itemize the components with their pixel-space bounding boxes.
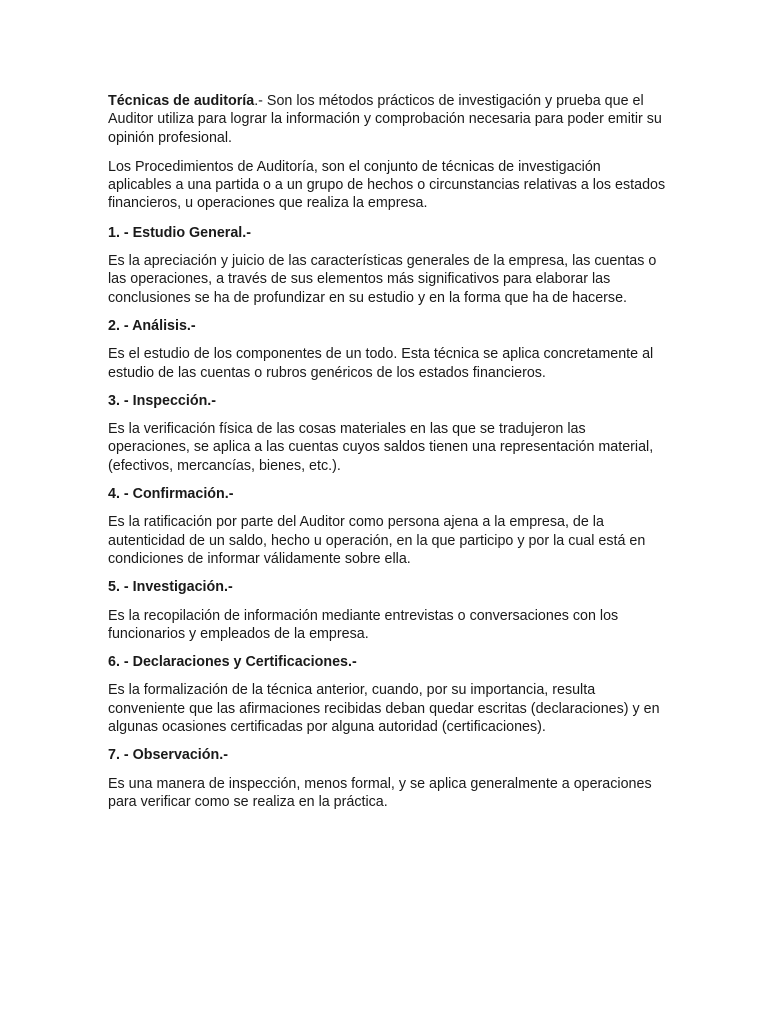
section-body: Es una manera de inspección, menos formal, y se aplica generalmente a operaciones para verificar como se realiza en la práctica.	[108, 775, 652, 810]
section-title: 1. - Estudio General.-	[108, 224, 251, 241]
intro-term: Técnicas de auditoría	[108, 93, 255, 109]
intro-definition: .- Son los métodos prácticos de investigación y prueba que el Auditor utiliza para lograr la información y comprobación necesaria para poder emitir su opinión profesional.	[108, 93, 662, 146]
intro-definition-paragraph	[108, 92, 668, 147]
intro-paragraph-2: Los Procedimientos de Auditoría, son el conjunto de técnicas de investigación aplicables a una partida o a un grupo de hechos o circunstancias relativas a los estados financieros, u operaciones que realiza la empresa.	[108, 158, 666, 212]
technique-section-3	[108, 392, 668, 475]
section-body: Es la apreciación y juicio de las características generales de la empresa, las cuentas o las operaciones, a través de sus elementos más significativos para elaborar las conclusiones se ha de profundizar en su estudio y en la forma que ha de hacerse.	[108, 253, 657, 306]
technique-section-1	[108, 224, 668, 307]
section-title: 5. - Investigación.-	[108, 579, 233, 596]
section-title: 7. - Observación.-	[108, 747, 228, 764]
technique-section-5	[108, 578, 668, 643]
section-title: 4. - Confirmación.-	[108, 486, 234, 503]
technique-section-4	[108, 485, 668, 568]
section-title: 6. - Declaraciones y Certificaciones.-	[108, 654, 357, 671]
section-title: 3. - Inspección.-	[108, 392, 217, 409]
section-body: Es la ratificación por parte del Auditor como persona ajena a la empresa, de la autenticidad de un saldo, hecho u operación, en la que participo y por la cual está en condiciones de informar válidamente sobre ella.	[108, 514, 646, 567]
technique-section-2	[108, 317, 668, 382]
section-body: Es la formalización de la técnica anterior, cuando, por su importancia, resulta conveniente que las afirmaciones recibidas deban quedar escritas (declaraciones) y en algunas ocasiones certificadas por alguna autoridad (certificaciones).	[108, 682, 660, 736]
section-body: Es la verificación física de las cosas materiales en las que se tradujeron las operaciones, se aplica a las cuentas cuyos saldos tienen una representación material, (efectivos, mercancías, bienes, etc.).	[108, 421, 654, 474]
section-body: Es el estudio de los componentes de un todo. Esta técnica se aplica concretamente al estudio de las cuentas o rubros genéricos de los estados financieros.	[108, 346, 654, 381]
section-title: 2. - Análisis.-	[108, 317, 196, 334]
intro-section	[108, 92, 668, 213]
technique-section-7	[108, 746, 668, 811]
section-body: Es la recopilación de información mediante entrevistas o conversaciones con los funcionarios y empleados de la empresa.	[108, 607, 619, 642]
technique-section-6	[108, 653, 668, 736]
